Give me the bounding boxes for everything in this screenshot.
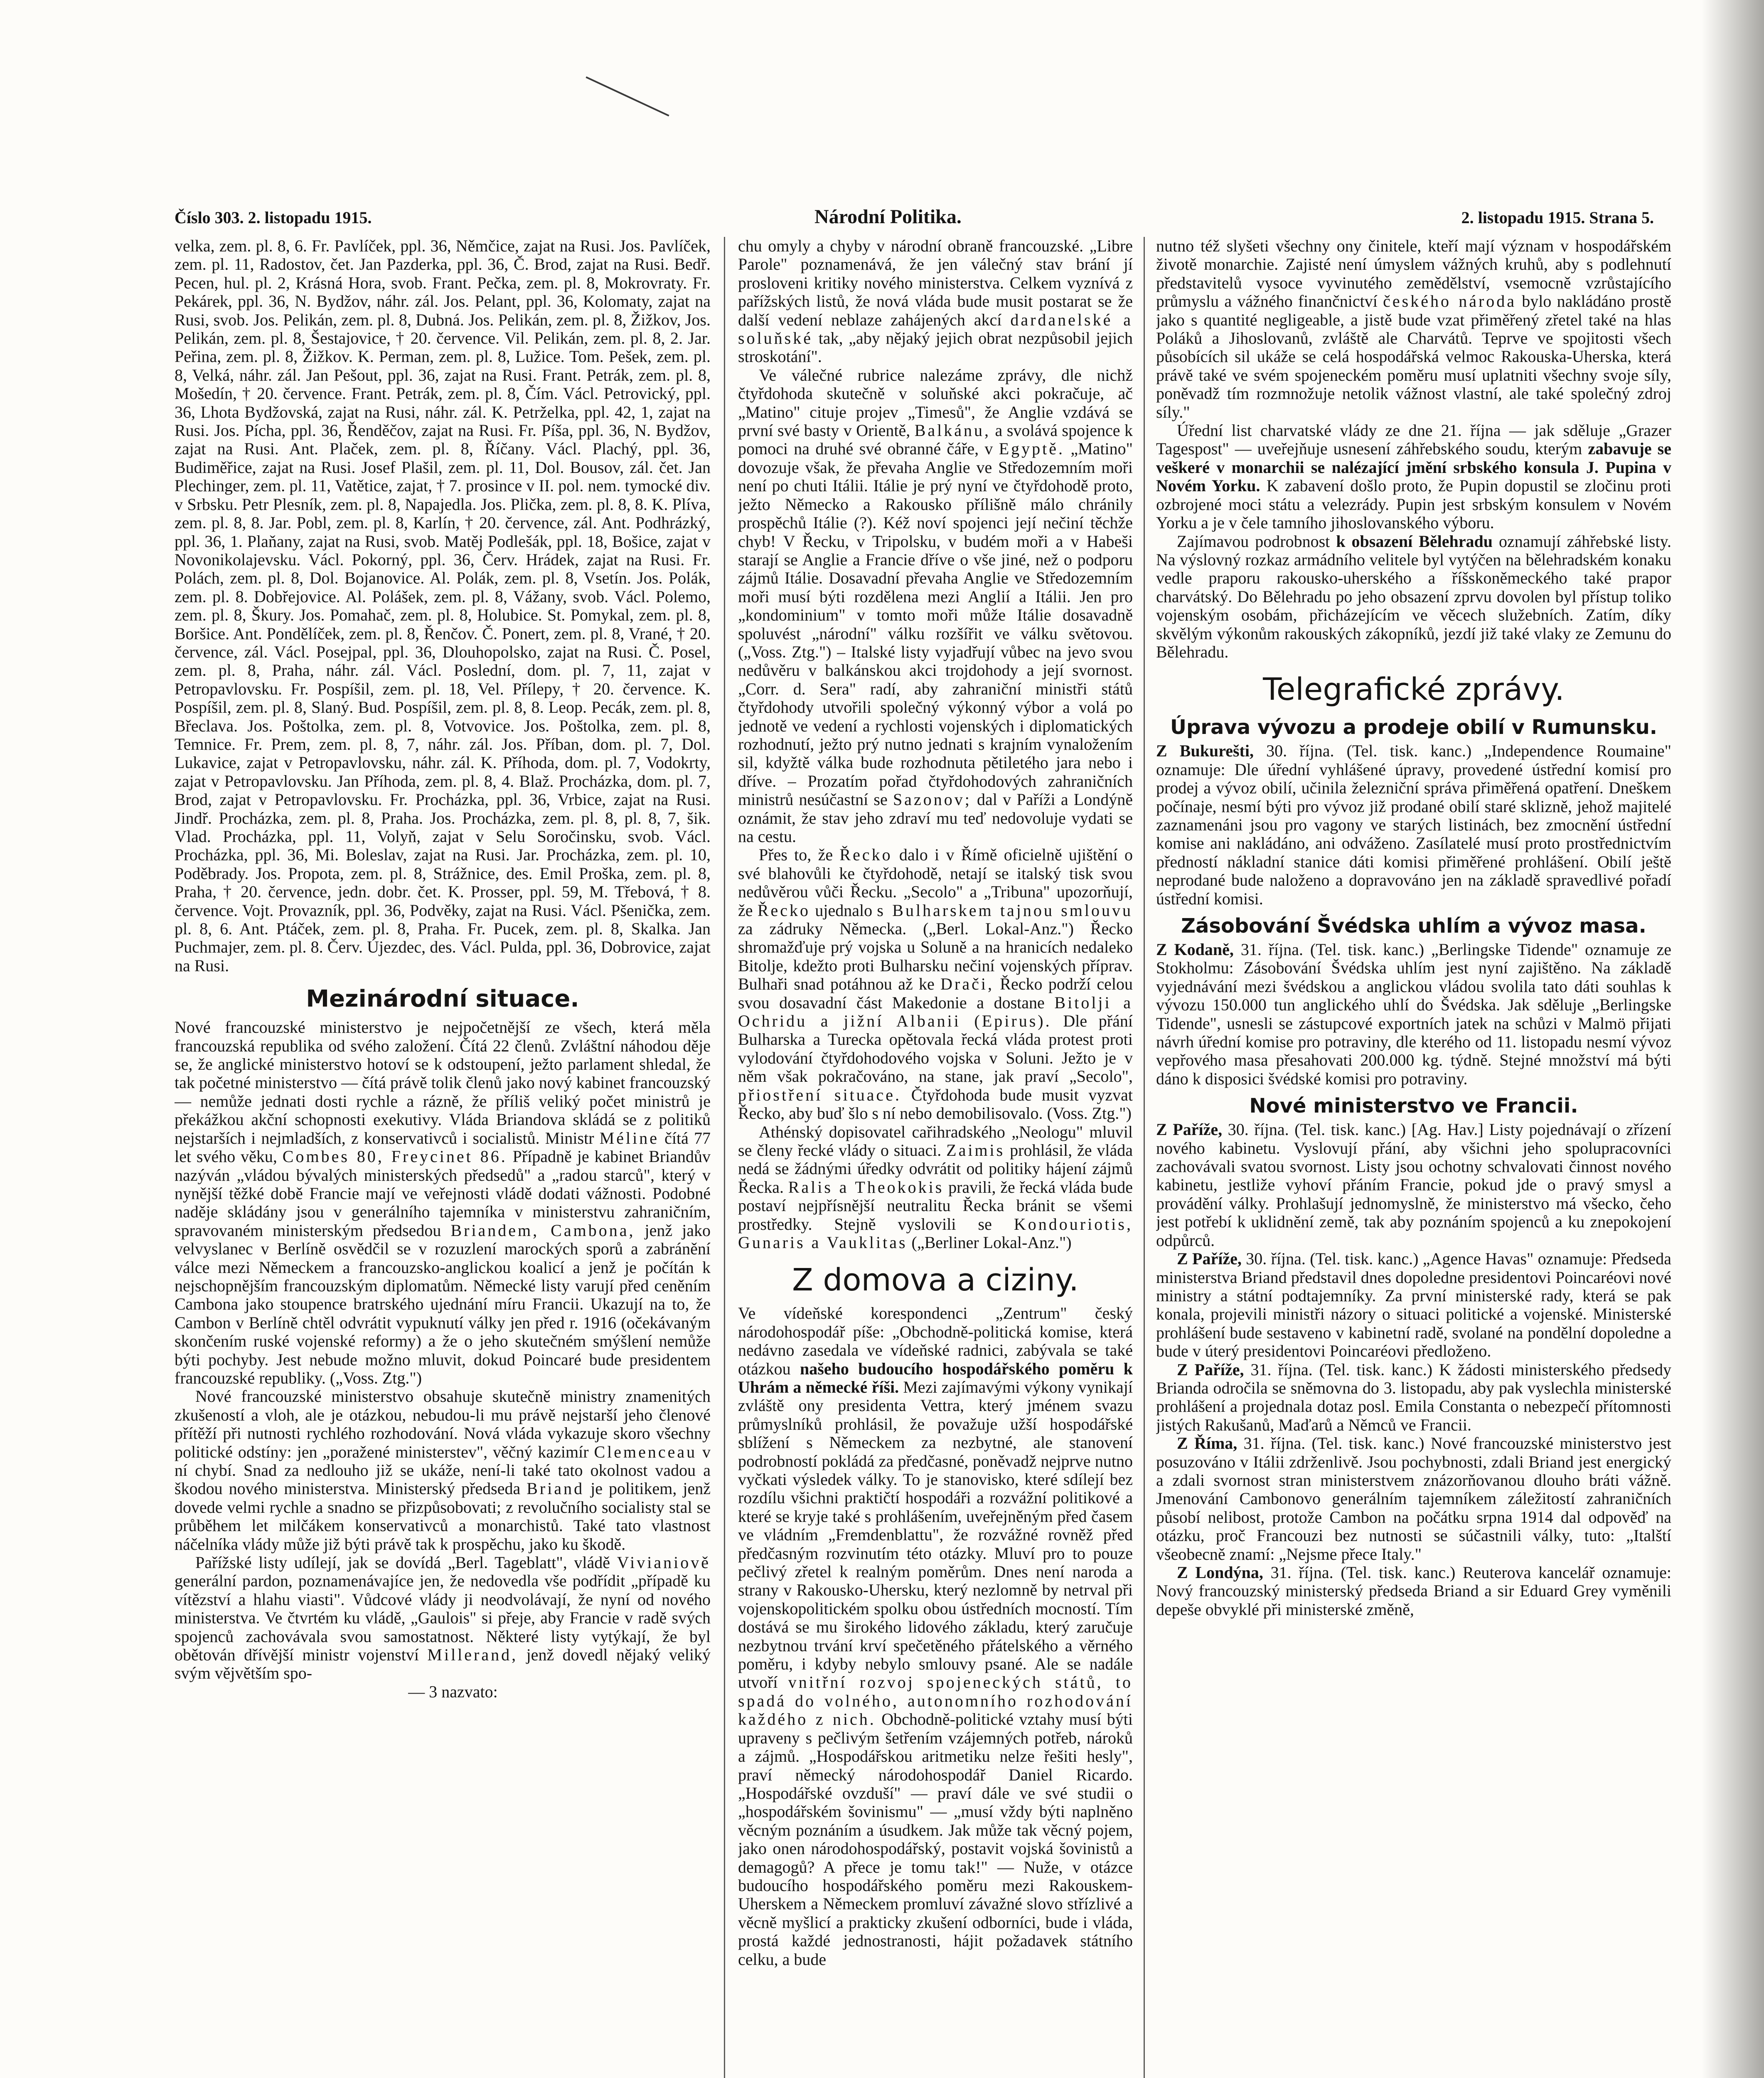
news-item: Z Kodaně, 31. října. (Tel. tisk. kanc.) „Berlingske Tidende" oznamuje ze Stokholmu: Zásobování Švédska uhlím jest nyní zajištěno. Na základě vyjednávání mezi švédskou a anglickou vládou svolila tato dáti souhlas k vývozu 150.000 tun anglického uhlí do Švédska. Jak sděluje „Berlingske Tidende", usnesli se zástupcové exportních jatek na schůzi v Malmö přijati návrh úřední komise pro potraviny, dle kterého od 11. listopadu nesmí vývoz vepřového masa přesahovati 200.000 kg. týdně. Stejné množství má býti dáno k disposici švédské komisi pro potraviny. bbox=[1156, 940, 1671, 1088]
page-header bbox=[175, 199, 1662, 233]
ink-mark bbox=[586, 76, 669, 117]
news-item: Z Bukurešti, 30. října. (Tel. tisk. kanc.) „Independence Roumaine" oznamuje: Dle úřední vyhlášené úpravy, provedené ústřední komisí pro prodej a vývoz obilí, učinila železniční správa přiměřená opatření. Dneškem počínaje, nesmí býti pro vývoz již prodané obilí staré sklizně, jehož majitelé zaznamenáni jsou pro vagony ve starých listinách, bez zmocnění ústřední komise ani nakládáno, ani odváženo. Zasílatelé musí proto prostřednictvím předností nákladní stanice dáti komisi přiměřené prohlášení. Obilí ještě neprodané bude naloženo a dopravováno jen na základě spravedlivé pořadí ústřední komisi. bbox=[1156, 741, 1671, 908]
page-footer-note: — 3 nazvato: bbox=[408, 1682, 498, 1701]
heading-new-ministry-france: Nové ministerstvo ve Francii. bbox=[1249, 1094, 1578, 1118]
article-paragraph: nutno též slyšeti všechny ony činitele, kteří mají význam v hospodářském životě monarchie. Zajisté není úmyslem vážných kruhů, aby s podlehnutí představitelů vysoce vyvinutého zemědělství, vsemocně vzrůstajícího průmyslu a vážného finančnictví českého národa bylo nakládáno prostě jako s quantité negligeable, a jistě bude vzat přiměřený zřetel také na hlas Poláků a Jihoslovanů, zvláště ale Charvátů. Teprve ve spojitosti všech působících sil ukáže se celá hospodářská velmoc Rakouska-Uherska, která právě také ve svém spojeneckém poměru musí uplatniti všechny svoje síly, poněvadž tím rozmnožuje netolik vážnost vlastní, ale také společný zdroj síly." bbox=[1156, 237, 1671, 421]
article-paragraph: Pařížské listy udílejí, jak se dovídá „Berl. Tageblatt", vládě Vivianiově generální pardon, poznamenávajíce jen, že nedovedla vše podřídit „případě ku vítězství a hlahu viasti". Vůdcové vlády ji neodvolávají, že nyní od nového ministerstva. Ve čtvrtém ku vládě, „Gaulois" si přeje, aby Francie v radě svých spojenců zachovávala svou samostatnost. Některé listy vytýkají, že byl obětován dřívější ministr vojenství Millerand, jenž dovedl nějaký veliký svým vějvětším spo- bbox=[175, 1553, 711, 1683]
news-item: Z Paříže, 30. října. (Tel. tisk. kanc.) „Agence Havas" oznamuje: Předseda ministerstva Briand představil dnes dopoledne presidentovi Poincaréovi nové ministry a státní podtajemníky. Za první ministerské rady, která se pak konala, projevili ministři názory o situaci politické a vojenské. Ministerské prohlášení bude sestaveno v kabinetní radě, svolané na pondělní dopoledne a bude v úterý presidentovi Poincaréovi předloženo. bbox=[1156, 1249, 1671, 1361]
column-rule-2 bbox=[1144, 237, 1145, 2078]
article-paragraph: Nové francouzské ministerstvo obsahuje skutečně ministry znamenitých zkušeností a vloh, ale je otázkou, nebudou-li mu právě nejstarší jeho členové přítěží při nutnosti rychlého rozhodování. Nová vláda vykazuje skoro všechny politické odstíny: jen „poražené ministerstev", věčný kazimír Clemenceau v ní chybí. Snad za nedlouho již se ukáže, není-li také tato okolnost vadou a škodou nového ministerstva. Ministerský předseda Briand je politikem, jenž dovede velmi rychle a snadno se přizpůsobovati; z revolučního socialisty stal se průběhem let milčákem konservativců a monarchistů. Také tato vlastnost náčelníka vlády může již býti právě tak k prospěchu, jako ku škodě. bbox=[175, 1387, 711, 1554]
news-item: Z Říma, 31. října. (Tel. tisk. kanc.) Nové francouzské ministerstvo jest posuzováno v Itálii zdrženlivě. Jsou pochybnosti, zdali Briand jest energický a zdali svornost stran ministerstvem znázorňovanou dlouho bráti vážně. Jmenování Cambonovo generálním tajemníkem záležitostí zahraničních působí nelibost, protože Cambon na počátku srpna 1914 dal odpověď na otázku, proč Francouzi bez nutnosti se súčastnili války, tuto: „Italští všeobecně znamí: „Nejsme přece Italy." bbox=[1156, 1434, 1671, 1563]
column-2 bbox=[738, 237, 1133, 2078]
news-item: Z Paříže, 30. října. (Tel. tisk. kanc.) [Ag. Hav.] Listy pojednávají o zřízení nového kabinetu. Vyslovují přání, aby všichni jeho spolupracovníci zachovávali svatou svornost. Listy jsou ochotny schvalovati činnost nového kabinetu, jestliže vyhoví přáním Francie, pokud jde o pravý smysl a provádění války. Prohlašují jednomyslně, že ministerstvo má všecko, čeho jest potřebí k uklidnění země, tak aby poznáním spojenců a ku znepokojení odpůrců. bbox=[1156, 1120, 1671, 1250]
column-rule-1 bbox=[724, 237, 725, 2078]
page-number: 2. listopadu 1915. Strana 5. bbox=[1461, 208, 1654, 227]
article-paragraph: Ve vídeňské korespondenci „Zentrum" český národohospodář píše: „Obchodně-politická komise, která nedávno zasedala ve vídeňské radnici, zabývala se také otázkou našeho budoucího hospodářského poměru k Uhrám a německé říši. Mezi zajímavými výkony vynikají zvláště ony presidenta Vettra, který jménem svazu průmyslníků prohlásil, že považuje užší hospodářské sblížení s Německem za nezbytné, ale stanovení podrobností pokládá za předčasné, poněvadž nejprve nutno vyčkati výsledek války. To je stanovisko, které sdílejí bez rozdílu všichni praktičtí hospodáři a rozvážní politikové a které se kryje také s prohlášením, uveřejněným před časem ve vládním „Fremdenblattu", že rozvážné rovněž před předčasným rozvinutím této otázky. Mluví pro to pouze pečlivý zřetel k realným poměrům. Dnes není naroda a strany v Rakousko-Uhersku, který nezlomně by netrval při vojenskopolitickém spolku obou ústředních mocností. Tím dostává se mu širokého lidového základu, který zaručuje nezbytnou trvání krví spečetěného přátelského a věrného poměru, i kdyby nebylo smlouvy psané. Ale se nadále utvoří vnitřní rozvoj spojeneckých států, to spadá do volného, autonomního rozhodování každého z nich. Obchodně-politické vztahy musí býti upraveny s pečlivým šetřením vzájemných potřeb, nároků a zájmů. „Hospodářskou aritmetiku nelze řešiti hesly", praví německý národohospodář Daniel Ricardo. „Hospodářské ovzduší" — praví dále ve své studii o „hospodářském šovinismu" — „musí vždy býti naplněno věcným poznáním a úsudkem. Jak může tak věcný pojem, jako onen národohospodářský, postavit vojská šovinistů a demagogů? A přece je tomu tak!" — Nuže, v otázce budoucího hospodářského poměru mezi Rakouskem-Uherskem a Německem promluví závažné slovo střízlivé a věcně myšlicí a prakticky zkušení odborníci, bude i vláda, prostá každé jednostranosti, hájit požadavek státního celku, a bude bbox=[738, 1304, 1133, 1969]
issue-date: Číslo 303. 2. listopadu 1915. bbox=[175, 208, 372, 227]
article-paragraph: Ve válečné rubrice nalezáme zprávy, dle nichž čtyřdohoda skutečně v soluňské akci pokračuje, ač „Matino" cituje projev „Timesů", že Anglie vzdává se první své basty v Orientě, Balkánu, a svolává spojence k pomoci na druhé své obranné čáře, v Egyptě. „Matino" dovozuje však, že převaha Anglie ve Středozemním moři není po chuti Itálii. Itálie je prý nyní ve čtyřdohodě proto, ježto Německo a Rakousko přílišně málo chránily prospěchů Itálie (?). Kéž noví spojenci její nečiní těchže chyb! V Řecku, v Tripolsku, v budém moři a v Habeši starají se Anglie a Francie dříve o vše jiné, než o podporu zájmů Itálie. Dosavadní převaha Anglie ve Středozemním moři musí býti rozdělena mezi Anglií a Itálii. Jen pro „kondominium" v tomto moři může Itálie dosavadně spoluvést „národní" válku rozšířit ve válku světovou. („Voss. Ztg.") – Italské listy vyjadřují vůbec na jevo svou nedůvěru v balkánskou akci trojdohody a její svornost. „Corr. d. Sera" radí, aby zahraniční ministři států čtyřdohody utvořili společný výkonný výbor a volá po jednotě ve vedení a rychlosti vojenských i diplomatických rozhodnutí, ježto prý nutno jednati s krajním vynaložením sil, kdyžtě válka bude rozhodnuta pětiletého jara nebo i dříve. – Prozatím pořad čtyřdohodových zahraničních ministrů nesúčastní se Sazonov; dal v Paříži a Londýně oznámit, že stav jeho zdraví mu teď nedovoluje vydati se na cestu. bbox=[738, 365, 1133, 846]
heading-sweden-coal-meat: Zásobování Švédska uhlím a vývoz masa. bbox=[1181, 914, 1646, 938]
article-paragraph: Přes to, že Řecko dalo i v Římě oficielně ujištění o své blahovůli ke čtyřdohodě, netají se italský tisk svou nedůvěrou vůči Řecku. „Secolo" a „Tribuna" upozorňují, že Řecko ujednalo s Bulharskem tajnou smlouvu za zádruky Německa. („Berl. Lokal-Anz.") Řecko shromažďuje prý vojska u Soluně a na hranicích nedaleko Bitolje, kdežto proti Bulharsku nečiní vojenských příprav. Bulhaři snad potáhnou až ke Drači, Řecko podrží celou svou dosavadní část Makedonie a dostane Bitolji a Ochridu a jižní Albanii (Epirus). Dle přání Bulharska a Turecka opětovala řecká vláda protest proti vylodování čtyřdohodového vojska v Soluni. Ježto je v něm však pokračováno, na stane, jak praví „Secolo", přiostření situace. Čtyřdohoda bude musit vyzvat Řecko, aby buď šlo s ní nebo demobilisovalo. (Voss. Ztg.") bbox=[738, 845, 1133, 1123]
article-paragraph: chu omyly a chyby v národní obraně francouzské. „Libre Parole" poznamenává, že jen válečný stav brání jí prosloveni kritiky nového ministerstva. Celkem vyznívá z pařížských listů, že nová vláda bude musit postarat se že další vedení neblaze zahájených akcí dardanelské a soluňské tak, „aby nějaký jejich obrat nezpůsobil jejich stroskotání". bbox=[738, 237, 1133, 366]
article-paragraph: Úřední list charvatské vlády ze dne 21. října — jak sděluje „Grazer Tagespost" — uveřejňuje usnesení záhřebského soudu, kterým zabavuje se veškeré v monarchii se nalézající jmění srbského konsula J. Pupina v Novém Yorku. K zabavení došlo proto, že Pupin dopustil se zločinu proti ozbrojené moci státu a velezrády. Pupin jest srbským konsulem v Novém Yorku a je v čele tamního jihoslovanského výboru. bbox=[1156, 421, 1671, 532]
heading-home-and-abroad: Z domova a ciziny. bbox=[792, 1262, 1079, 1298]
masthead: Národní Politika. bbox=[814, 206, 962, 228]
news-item: Z Londýna, 31. října. (Tel. tisk. kanc.) Reuterova kancelář oznamuje: Nový francouzský ministerský předseda Briand a sir Eduard Grey vyměnili depeše obvyklé při ministerské změně, bbox=[1156, 1563, 1671, 1619]
article-paragraph: Nové francouzské ministerstvo je nejpočetnější ze všech, která měla francouzská republika od svého založení. Čítá 22 členů. Zvláštní náhodou děje se, že anglické ministerstvo hotoví se k odstoupení, ježto parlament shledal, že tak početné ministerstvo — čítá právě tolik členů jako nový kabinet francouzský — nemůže jednati dosti rychle a rázně, že příliš veliký počet ministrů je překážkou akční schopnosti exekutivy. Vláda Briandova skládá se z politiků nejstarších i nejmladších, z konservativců i socialistů. Ministr Méline čítá 77 let svého věku, Combes 80, Freycinet 86. Případně je kabinet Briandův nazýván „vládou bývalých ministerských předsedů" a „radou starců", který v nynější těžké době Francie mají ve veřejnosti vládě dodati vážnosti. Podobné naděje skládány jsou v generálního tajemníka v ministerstvu zahraničním, spravovaném ministerským předsedou Briandem, Cambona, jenž jako velvyslanec v Berlíně osvědčil se v rozuzlení marockých sporů a zabránění válce mezi Německem a francouzsko-anglickou koalicí a jenž je počítán k nejschopnějším francouzským diplomatům. Německé listy varují před ceněním Cambona jako stoupence bratrského ujednání míru Francii. Ukazují na to, že Cambon v Berlíně chtěl odvrátit vypuknutí války jen před r. 1916 (očekávaným skončením ruské vojenské reformy) a že o jeho skutečném smýšlení nemůže býti pochyby. Jest nebude možno mluvit, dokud Poincaré bude presidentem francouzské republiky. („Voss. Ztg.") bbox=[175, 1018, 711, 1387]
news-item: Z Paříže, 31. října. (Tel. tisk. kanc.) K žádosti ministerského předsedy Brianda odročila se sněmovna do 3. listopadu, aby pak vyslechla ministerské prohlášení a projednala dotaz posl. Emila Constanta o nebezpečí přítomnosti jistých Rakušanů, Maďarů a Němců ve Francii. bbox=[1156, 1360, 1671, 1434]
column-3 bbox=[1156, 237, 1671, 2078]
column-1 bbox=[175, 237, 711, 2078]
heading-grain-export-romania: Úprava vývozu a prodeje obilí v Rumunsku. bbox=[1170, 716, 1657, 739]
heading-telegraphic-news: Telegrafické zprávy. bbox=[1263, 672, 1565, 708]
casualty-list: velka, zem. pl. 8, 6. Fr. Pavlíček, ppl. 36, Němčice, zajat na Rusi. Jos. Pavlíček, zem. pl. 11, Radostov, čet. Jan Pazderka, ppl. 36, Č. Brod, zajat na Rusi. Bedř. Pecen, hul. pl. 2, Krásná Hora, svob. Frant. Pečka, zem. pl. 8, Mokrovraty. Fr. Pekárek, ppl. 36, N. Bydžov, náhr. zál. Jos. Pelant, ppl. 36, Kolomaty, zajat na Rusi, svob. Jos. Pelikán, zem. pl. 8, Dubná. Jos. Pelikán, zem. pl. 8, Žižkov, Jos. Pelikán, zem. pl. 8, Šestajovice, † 20. července. Vil. Pelikán, zem. pl. 8, 2. Jar. Peřina, zem. pl. 8, Žižkov. K. Perman, zem. pl. 8, Lužice. Tom. Pešek, zem. pl. 8, Velká, náhr. zál. Jan Pešout, ppl. 36, zajat na Rusi. Frant. Petrák, zem. pl. 8, Mošedín, † 20. července. Frant. Petrák, zem. pl. 8, Čím. Václ. Petrovický, ppl. 36, Lhota Bydžovská, zajat na Rusi, náhr. zál. K. Petrželka, ppl. 42, 1, zajat na Rusi. Jos. Pícha, ppl. 36, Řenděčov, zajat na Rusi. Fr. Píša, ppl. 36, N. Bydžov, zajat na Rusi. Ant. Plaček, zem. pl. 8, Říčany. Václ. Plachý, ppl. 36, Budiměřice, zajat na Rusi. Josef Plašil, zem. pl. 11, Dol. Bousov, zál. čet. Jan Plechinger, zem. pl. 11, Vatětice, zajat, † 7. prosince v II. pol. nem. tymocké div. v Srbsku. Petr Plesník, zem. pl. 8, Napajedla. Jos. Plička, zem. pl. 8, 8. K. Plíva, zem. pl. 8, 8. Jar. Pobl, zem. pl. 8, Karlín, † 20. července, zál. Ant. Podhrázký, ppl. 36, 1. Plaňany, zajat na Rusi, svob. Matěj Podlešák, ppl. 18, Bošice, zajat v Novonikolajevsku. Václ. Pokorný, ppl. 36, Červ. Hrádek, zajat na Rusi. Fr. Polách, zem. pl. 8, Dol. Bojanovice. Al. Polák, zem. pl. 8, Vsetín. Jos. Polák, zem. pl. 8. Dobřejovice. Al. Polášek, zem. pl. 8, Vážany, svob. Václ. Polemo, zem. pl. 8, Škury. Jos. Pomahač, zem. pl. 8, Holubice. St. Pomykal, zem. pl. 8, Boršice. Ant. Pondělíček, zem. pl. 8, Řenčov. Č. Ponert, zem. pl. 8, Vrané, † 20. července, zál. Václ. Posejpal, ppl. 36, Dlouhopolsko, zajat na Rusi. Č. Posel, zem. pl. 8, Praha, náhr. zál. Václ. Poslední, dom. pl. 7, 11, zajat v Petropavlovsku. Fr. Pospíšil, zem. pl. 18, Vel. Přílepy, † 20. července. K. Pospíšil, zem. pl. 8, Slaný. Bud. Pospíšil, zem. pl. 8, 8. Leop. Pecák, zem. pl. 8, Břeclava. Jos. Poštolka, zem. pl. 8, Votvovice. Jos. Poštolka, zem. pl. 8, Temnice. Fr. Prem, zem. pl. 8, 7, náhr. zál. Jos. Příban, dom. pl. 7, Dol. Lukavice, zajat v Petropavlovsku, náhr. zál. K. Příhoda, dom. pl. 7, Vodokrty, zajat v Petropavlovsku. Jan Příhoda, zem. pl. 8, 4. Blaž. Procházka, dom. pl. 7, Brod, zajat v Petropavlovsku. Fr. Procházka, ppl. 36, Vrbice, zajat na Rusi. Jindř. Procházka, zem. pl. 8, Praha. Jos. Procházka, zem. pl. 8, pl. 8, 7, šik. Vlad. Procházka, ppl. 11, Volyň, zajat v Selu Soročinsku, svob. Václ. Procházka, ppl. 36, Mi. Boleslav, zajat na Rusi. Jar. Procházka, zem. pl. 10, Poděbrady. Jos. Propota, zem. pl. 8, Strážnice, des. Emil Proška, zem. pl. 8, Praha, † 20. července, jedn. dobr. čet. K. Prosser, ppl. 59, M. Třebová, † 8. července. Vojt. Provazník, ppl. 36, Podvěky, zajat na Rusi. Václ. Pšenička, zem. pl. 8, 6. Ant. Ptáček, zem. pl. 8, Praha. Fr. Pucek, zem. pl. 8, Skalka. Jan Puchmajer, zem. pl. 8. Červ. Újezdec, des. Václ. Pulda, ppl. 36, Dobrovice, zajat na Rusi. bbox=[175, 237, 711, 975]
book-spine-shadow bbox=[1702, 0, 1764, 2078]
article-paragraph: Zajímavou podrobnost k obsazení Bělehradu oznamují záhřebské listy. Na výslovný rozkaz armádního velitele byl vytýčen na bělehradském konaku vedle praporu rakousko-uherského a říšskoněmeckého také prapor charvátský. Do Bělehradu po jeho obsazení zprvu dovolen byl přístup toliko vojenským osobám, přicházejícím ve věcech služebních. Zatím, díky skvělým výkonům rakouských zákopníků, jezdí již také vlaky ze Zemunu do Bělehradu. bbox=[1156, 532, 1671, 661]
heading-international-situation: Mezinárodní situace. bbox=[306, 985, 579, 1013]
article-paragraph: Athénský dopisovatel cařihradského „Neologu" mluvil se členy řecké vlády o situaci. Zaimis prohlásil, že vláda nedá se žádnými úředky odvrátit od politiky hájení zájmů Řecka. Ralis a Theokokis pravili, že řecká vláda bude postaví nejpřísnější neutralitu Řecka bránit se všemi prostředky. Stejně vyslovili se Kondouriotis, Gunaris a Vauklitas („Berliner Lokal-Anz.") bbox=[738, 1122, 1133, 1252]
